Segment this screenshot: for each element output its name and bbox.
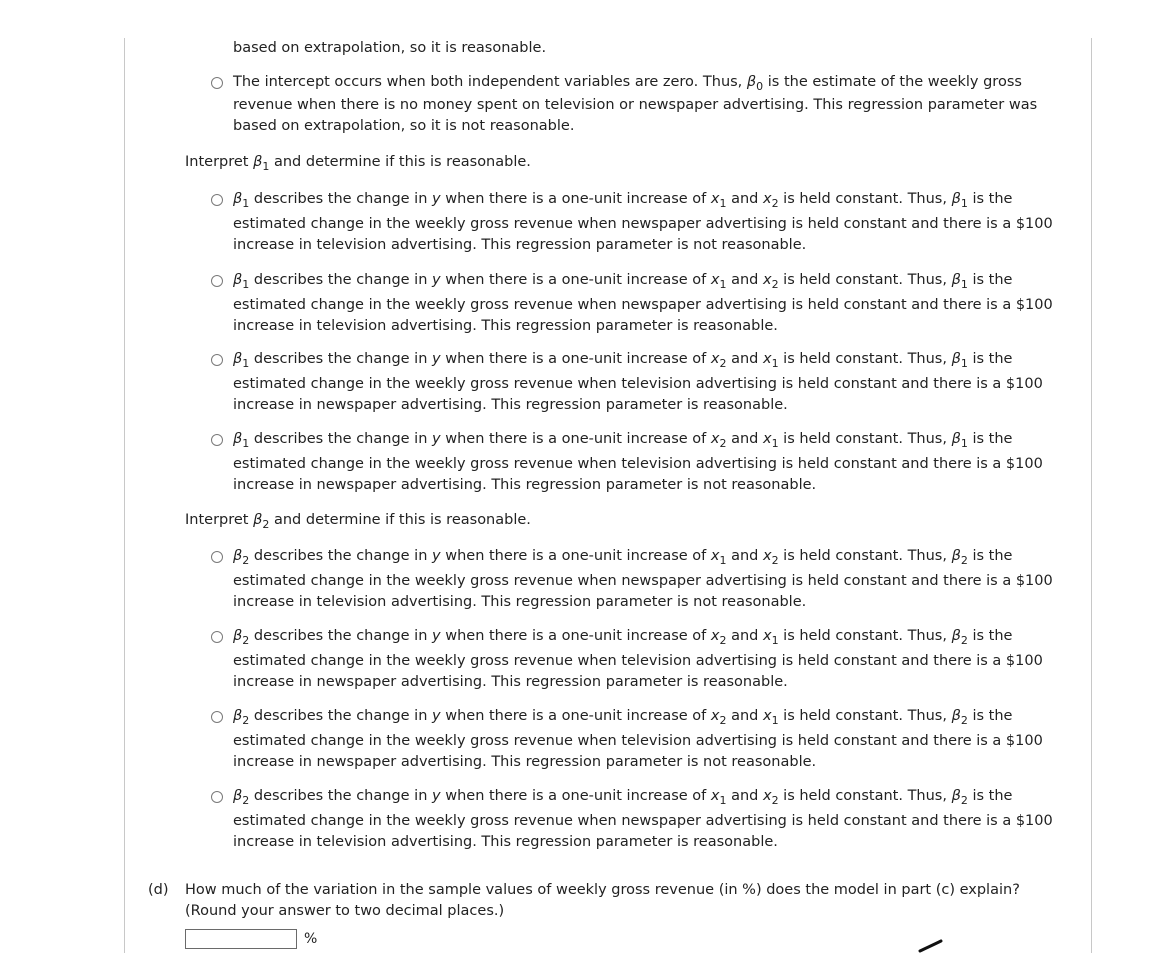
b1-radio-4[interactable] <box>211 434 223 446</box>
b2-option-text-2: $\beta_2$ describes the change in y when there is a one-unit increase of $x_2$ and $x_1$ is held constant. Thus, $\beta_2$ is the estimated change in the weekly gross revenue when television advertising is held constant and there is a $100 increase in newspaper advertising. This regression parameter is reasonable. <box>233 628 1043 690</box>
part-d-instruction: (Round your answer to two decimal places.) <box>185 903 505 919</box>
b1-option-text-2: $\beta_1$ describes the change in y when there is a one-unit increase of $x_1$ and $x_2$ is held constant. Thus, $\beta_1$ is the estimated change in the weekly gross revenue when newspaper advertising is held constant and there is a $100 increase in television advertising. This regression parameter is reasonable. <box>233 272 1053 334</box>
b2-radio-1[interactable] <box>211 551 223 563</box>
b2-option-text-4: $\beta_2$ describes the change in y when there is a one-unit increase of $x_1$ and $x_2$ is held constant. Thus, $\beta_2$ is the estimated change in the weekly gross revenue when newspaper advertising is held constant and there is a $100 increase in television advertising. This regression parameter is reasonable. <box>233 788 1053 850</box>
b1-option-text-3: $\beta_1$ describes the change in y when there is a one-unit increase of $x_2$ and $x_1$ is held constant. Thus, $\beta_1$ is the estimated change in the weekly gross revenue when television advertising is held constant and there is a $100 increase in newspaper advertising. This regression parameter is reasonable. <box>233 351 1043 413</box>
pen-mark <box>918 938 944 953</box>
part-d-question: How much of the variation in the sample values of weekly gross revenue (in %) does the model in part (c) explain? <box>185 882 1020 898</box>
b1-option-text-1: $\beta_1$ describes the change in y when there is a one-unit increase of $x_1$ and $x_2$ is held constant. Thus, $\beta_1$ is the estimated change in the weekly gross revenue when newspaper advertising is held constant and there is a $100 increase in television advertising. This regression parameter is not reasonable. <box>233 191 1053 253</box>
answer-box[interactable] <box>185 929 297 949</box>
b1-option-text-4: $\beta_1$ describes the change in y when there is a one-unit increase of $x_2$ and $x_1$ is held constant. Thus, $\beta_1$ is the estimated change in the weekly gross revenue when television advertising is held constant and there is a $100 increase in newspaper advertising. This regression parameter is not reasonable. <box>233 431 1043 493</box>
percent-answer-input[interactable] <box>186 930 296 948</box>
b2-radio-3[interactable] <box>211 711 223 723</box>
radio-b0-option-2[interactable] <box>211 77 223 89</box>
question-interpret-b1: Interpret $\beta_1$ and determine if this is reasonable. <box>185 154 531 173</box>
left-border <box>124 38 125 953</box>
partial-text: based on extrapolation, so it is reasonable. <box>233 40 547 56</box>
percent-unit: % <box>304 931 318 947</box>
b1-radio-3[interactable] <box>211 354 223 366</box>
part-d-label: (d) <box>148 882 169 898</box>
b1-radio-2[interactable] <box>211 275 223 287</box>
b2-radio-2[interactable] <box>211 631 223 643</box>
right-border <box>1091 38 1092 953</box>
b2-radio-4[interactable] <box>211 791 223 803</box>
question-interpret-b2: Interpret $\beta_2$ and determine if this is reasonable. <box>185 512 531 531</box>
b0-option-text: The intercept occurs when both independent variables are zero. Thus, $\beta_0$ is the estimate of the weekly gross revenue when there is no money spent on television or newspaper advertising. This regression parameter was based on extrapolation, so it is not reasonable. <box>233 74 1038 134</box>
b1-radio-1[interactable] <box>211 194 223 206</box>
b2-option-text-1: $\beta_2$ describes the change in y when there is a one-unit increase of $x_1$ and $x_2$ is held constant. Thus, $\beta_2$ is the estimated change in the weekly gross revenue when newspaper advertising is held constant and there is a $100 increase in television advertising. This regression parameter is not reasonable. <box>233 548 1053 610</box>
b2-option-text-3: $\beta_2$ describes the change in y when there is a one-unit increase of $x_2$ and $x_1$ is held constant. Thus, $\beta_2$ is the estimated change in the weekly gross revenue when television advertising is held constant and there is a $100 increase in newspaper advertising. This regression parameter is not reasonable. <box>233 708 1043 770</box>
